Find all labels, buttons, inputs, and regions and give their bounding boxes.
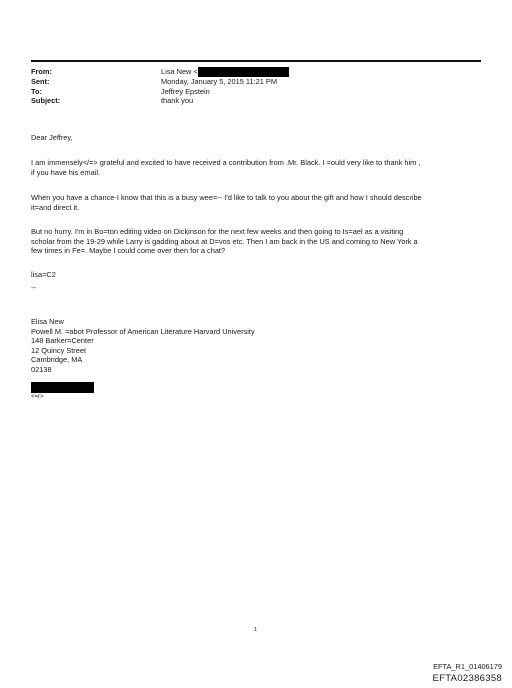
sent-label: Sent: bbox=[31, 77, 50, 86]
sent-row bbox=[31, 77, 289, 87]
p3-line-2: scholar from the 19-29 while Larry is gadding about at D=vos etc. Then I am back in the US and coming to New York a bbox=[31, 236, 418, 246]
signature-tail: <=r> bbox=[31, 394, 44, 400]
signature-dashes: -- bbox=[31, 283, 36, 292]
p1-line-1: I am immensely</=> grateful and excited to have received a contribution from .Mr. Black. I =ould very like to thank him , bbox=[31, 158, 421, 167]
from-row bbox=[31, 67, 289, 77]
bates-number-1: EFTA_R1_01406179 bbox=[433, 662, 502, 671]
paragraph-1 bbox=[31, 158, 481, 177]
email-header bbox=[31, 67, 289, 106]
p1-line-2: if you have his email. bbox=[31, 167, 101, 177]
signature-name: Elisa New bbox=[31, 317, 64, 326]
paragraph-2 bbox=[31, 193, 481, 212]
sent-value: Monday, January 5, 2015 11:21 PM bbox=[161, 77, 277, 86]
page-number: 1 bbox=[254, 627, 258, 633]
signature-block bbox=[31, 317, 481, 375]
p2-line-1: When you have a chance-I know that this is a busy wee=-- I'd like to talk to you about the gift and how I should describe bbox=[31, 193, 422, 202]
subject-value: thank you bbox=[161, 96, 194, 106]
greeting: Dear Jeffrey, bbox=[31, 133, 73, 142]
signature-address-1: 148 Barker=Center bbox=[31, 336, 94, 346]
p3-line-3: few times in Fe=. Maybe I could come over then for a chat? bbox=[31, 246, 226, 256]
signature-address-2: 12 Quincy Street bbox=[31, 345, 87, 355]
subject-label: Subject: bbox=[31, 96, 61, 106]
to-value: Jeffrey Epstein bbox=[161, 86, 210, 96]
from-label: From: bbox=[31, 67, 52, 76]
p3-line-1: But no hurry. I'm in Bo=ton editing video on Dickinson for the next few weeks and then going to Is=ael as a visiting bbox=[31, 227, 404, 236]
redaction-block bbox=[198, 67, 289, 77]
to-label: To: bbox=[31, 86, 42, 96]
from-value: Lisa New < bbox=[161, 67, 198, 77]
subject-row bbox=[31, 96, 289, 106]
signature-city: Cambridge, MA bbox=[31, 355, 83, 365]
header-rule bbox=[31, 60, 481, 62]
from-value-wrap bbox=[161, 67, 289, 77]
paragraph-3 bbox=[31, 227, 481, 256]
signoff: lisa=C2 bbox=[31, 270, 56, 279]
signature-title: Powell M. =abot Professor of American Literature Harvard University bbox=[31, 326, 255, 336]
bates-number-2: EFTA02386358 bbox=[432, 673, 502, 684]
p2-line-2: it=and direct it. bbox=[31, 202, 80, 212]
to-row bbox=[31, 87, 289, 97]
redaction-block-signature bbox=[31, 382, 94, 393]
signature-zip: 02138 bbox=[31, 364, 52, 374]
